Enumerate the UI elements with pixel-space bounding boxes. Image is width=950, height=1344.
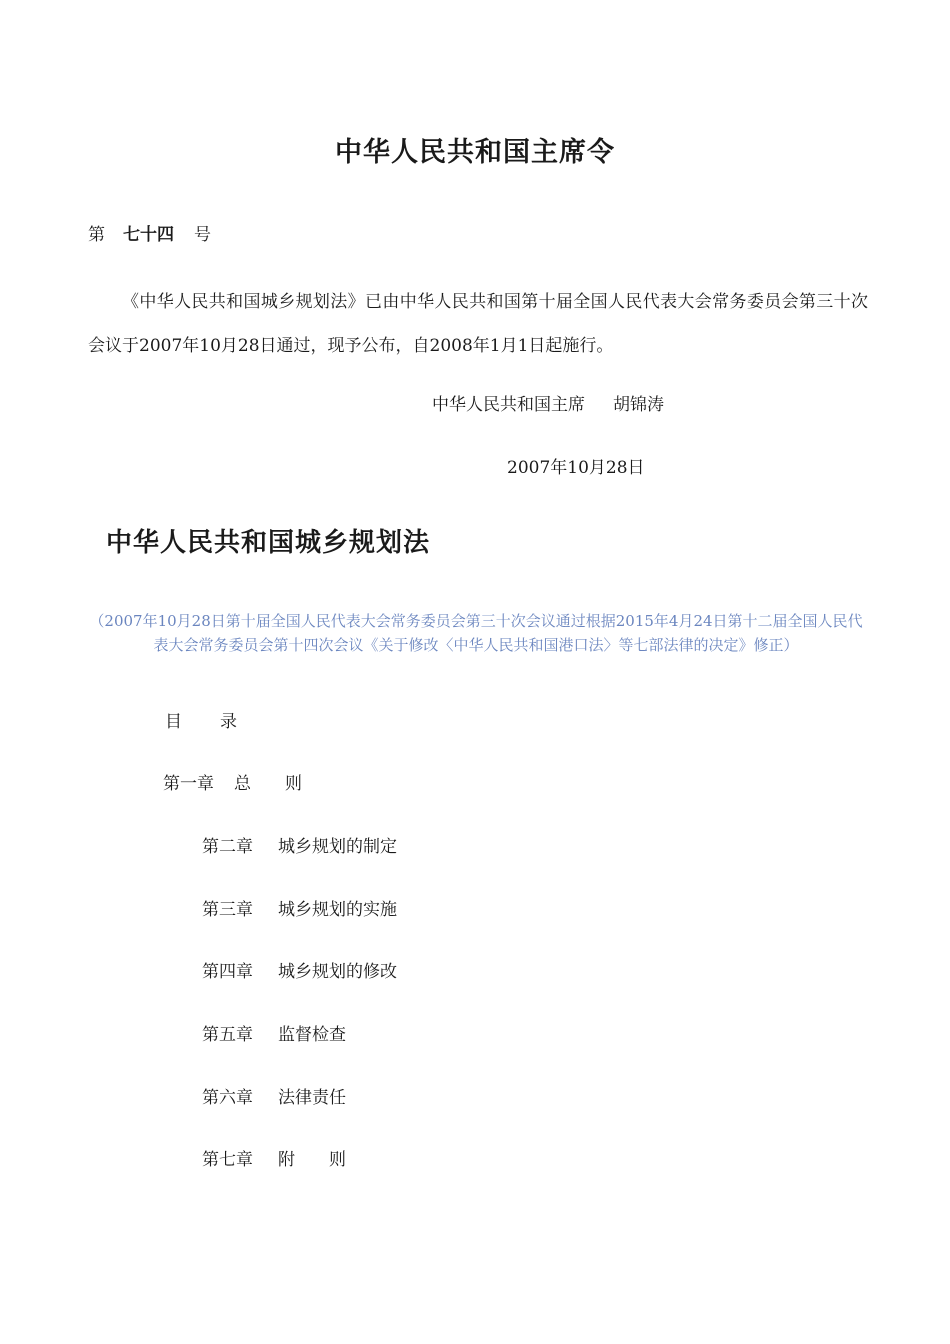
order-body-paragraph: 《中华人民共和国城乡规划法》已由中华人民共和国第十届全国人民代表大会常务委员会第三十次会议于2007年10月28日通过，现予公布，自2008年1月1日起施行。 (88, 292, 868, 356)
toc-chapter-title: 附 则 (278, 1150, 346, 1170)
order-title: 中华人民共和国主席令 (335, 137, 615, 168)
order-number: 七十四 (123, 225, 174, 245)
toc-item-chapter-6 (202, 1083, 346, 1108)
toc-chapter-number: 第六章 (202, 1088, 253, 1108)
signature-date: 2007年10月28日 (507, 458, 645, 478)
order-number-suffix: 号 (194, 225, 211, 245)
toc-chapter-title: 城乡规划的实施 (278, 900, 397, 920)
revision-note: （2007年10月28日第十届全国人民代表大会常务委员会第三十次会议通过根据2015年4月24日第十二届全国人民代表大会常务委员会第十四次会议《关于修改〈中华人民共和国港口法〉等七部法律的决定》修正） (89, 612, 863, 654)
signature-name: 胡锦涛 (613, 395, 664, 415)
toc-chapter-title: 城乡规划的制定 (278, 837, 397, 857)
order-number-prefix: 第 (88, 225, 105, 245)
toc-chapter-number: 第五章 (202, 1025, 253, 1045)
toc-heading-right: 录 (220, 712, 237, 732)
order-number-line (88, 220, 211, 245)
signature-line (432, 390, 664, 415)
toc-heading (165, 707, 237, 732)
law-title: 中华人民共和国城乡规划法 (106, 528, 431, 558)
toc-chapter-number: 第三章 (202, 900, 253, 920)
toc-item-chapter-1 (163, 769, 302, 794)
toc-chapter-number: 第七章 (202, 1150, 253, 1170)
toc-chapter-title: 城乡规划的修改 (278, 962, 397, 982)
toc-item-chapter-7 (202, 1145, 346, 1170)
toc-item-chapter-5 (202, 1020, 346, 1045)
toc-item-chapter-3 (202, 895, 397, 920)
toc-chapter-number: 第二章 (202, 837, 253, 857)
toc-chapter-number: 第四章 (202, 962, 253, 982)
toc-heading-left: 目 (165, 712, 182, 732)
toc-chapter-title: 监督检查 (278, 1025, 346, 1045)
toc-chapter-number: 第一章 (163, 774, 214, 794)
toc-item-chapter-2 (202, 832, 397, 857)
toc-chapter-title: 总 则 (234, 774, 302, 794)
toc-item-chapter-4 (202, 957, 397, 982)
toc-chapter-title: 法律责任 (278, 1088, 346, 1108)
signature-title: 中华人民共和国主席 (432, 395, 585, 415)
